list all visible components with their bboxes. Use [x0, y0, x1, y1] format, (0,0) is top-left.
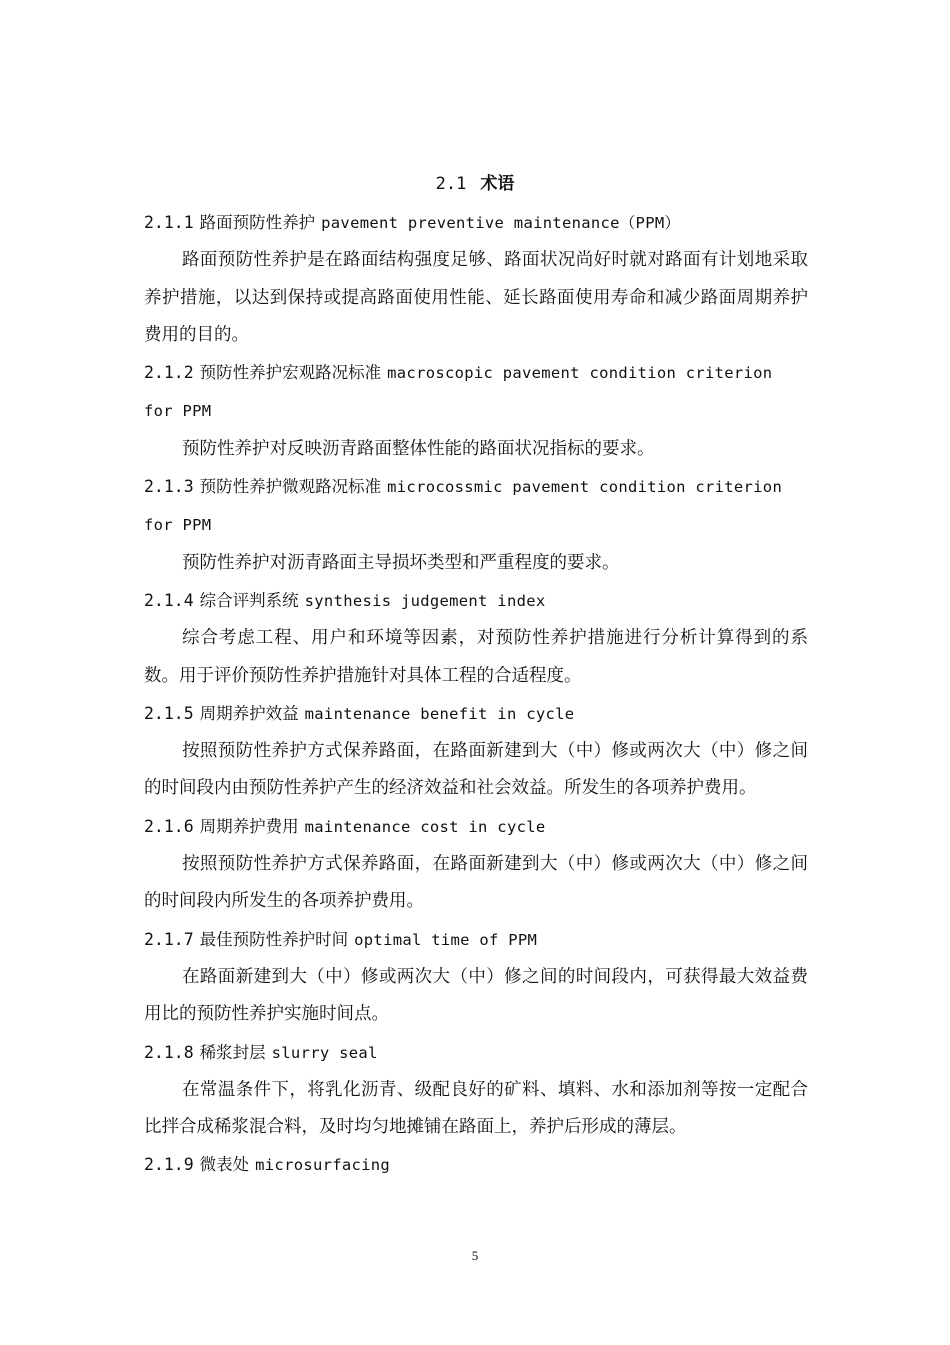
term-number: 2.1.4 — [144, 590, 194, 610]
term-heading — [144, 582, 808, 620]
term-number: 2.1.1 — [144, 213, 194, 232]
term-entry — [144, 1034, 808, 1147]
term-name-zh: 微表处 — [199, 1155, 250, 1175]
term-entry — [144, 695, 808, 808]
term-definition: 按照预防性养护方式保养路面，在路面新建到大（中）修或两次大（中）修之间的时间段内由预防性养护产生的经济效益和社会效益。所发生的各项养护费用。 — [144, 741, 808, 799]
term-name-en: microcossmic pavement condition criterion for PPM — [144, 478, 783, 535]
term-name-en: optimal time of PPM — [354, 930, 538, 949]
term-number: 2.1.2 — [144, 363, 194, 383]
term-number: 2.1.7 — [144, 929, 194, 949]
term-number: 2.1.6 — [144, 816, 194, 836]
term-definition: 按照预防性养护方式保养路面，在路面新建到大（中）修或两次大（中）修之间的时间段内所发生的各项养护费用。 — [144, 854, 808, 912]
term-definition: 在路面新建到大（中）修或两次大（中）修之间的时间段内，可获得最大效益费用比的预防性养护实施时间点。 — [144, 966, 808, 1025]
term-heading — [144, 695, 808, 733]
term-heading — [144, 1146, 808, 1184]
term-entry — [144, 1146, 808, 1184]
term-number: 2.1.5 — [144, 703, 194, 723]
term-name-en: macroscopic pavement condition criterion for PPM — [144, 364, 773, 421]
term-entry — [144, 468, 808, 582]
term-name-en: maintenance benefit in cycle — [304, 704, 575, 723]
term-name-zh: 综合评判系统 — [199, 590, 299, 610]
term-name-en: synthesis judgement index — [304, 591, 546, 610]
term-heading — [144, 204, 808, 242]
term-name-zh: 稀浆封层 — [199, 1042, 266, 1062]
term-name-en: pavement preventive maintenance（PPM） — [321, 214, 681, 232]
term-definition: 路面预防性养护是在路面结构强度足够、路面状况尚好时就对路面有计划地采取养护措施，以达到保持或提高路面使用性能、延长路面使用寿命和减少路面周期养护费用的目的。 — [144, 250, 808, 345]
term-entry — [144, 921, 808, 1034]
term-entry — [144, 204, 808, 354]
term-definition: 预防性养护对反映沥青路面整体性能的路面状况指标的要求。 — [182, 438, 655, 459]
section-number: 2.1 — [435, 174, 467, 194]
term-entry — [144, 808, 808, 921]
section-title: 术语 — [480, 174, 515, 194]
term-name-zh: 周期养护效益 — [199, 703, 299, 723]
term-heading — [144, 468, 808, 545]
term-entry — [144, 582, 808, 695]
term-number: 2.1.3 — [144, 477, 194, 497]
term-entry — [144, 354, 808, 468]
term-heading — [144, 808, 808, 846]
term-name-en: slurry seal — [271, 1043, 378, 1062]
term-definition: 预防性养护对沥青路面主导损坏类型和严重程度的要求。 — [182, 552, 620, 573]
term-name-zh: 最佳预防性养护时间 — [199, 929, 349, 949]
term-heading — [144, 1034, 808, 1072]
term-number: 2.1.8 — [144, 1042, 194, 1062]
term-name-zh: 预防性养护微观路况标准 — [199, 477, 382, 497]
term-heading — [144, 354, 808, 431]
term-number: 2.1.9 — [144, 1155, 194, 1175]
term-name-zh: 周期养护费用 — [199, 816, 299, 836]
term-name-en: microsurfacing — [255, 1156, 391, 1175]
term-heading — [144, 921, 808, 959]
term-definition: 综合考虑工程、用户和环境等因素，对预防性养护措施进行分析计算得到的系数。用于评价预防性养护措施针对具体工程的合适程度。 — [144, 628, 808, 686]
page-number: 5 — [471, 1248, 479, 1263]
term-name-zh: 路面预防性养护 — [199, 213, 316, 232]
term-name-en: maintenance cost in cycle — [304, 817, 546, 836]
section-heading — [0, 172, 950, 196]
terms-list — [144, 204, 808, 1185]
term-definition: 在常温条件下，将乳化沥青、级配良好的矿料、填料、水和添加剂等按一定配合比拌合成稀浆混合料，及时均匀地摊铺在路面上，养护后形成的薄层。 — [144, 1079, 808, 1138]
term-name-zh: 预防性养护宏观路况标准 — [199, 363, 382, 383]
